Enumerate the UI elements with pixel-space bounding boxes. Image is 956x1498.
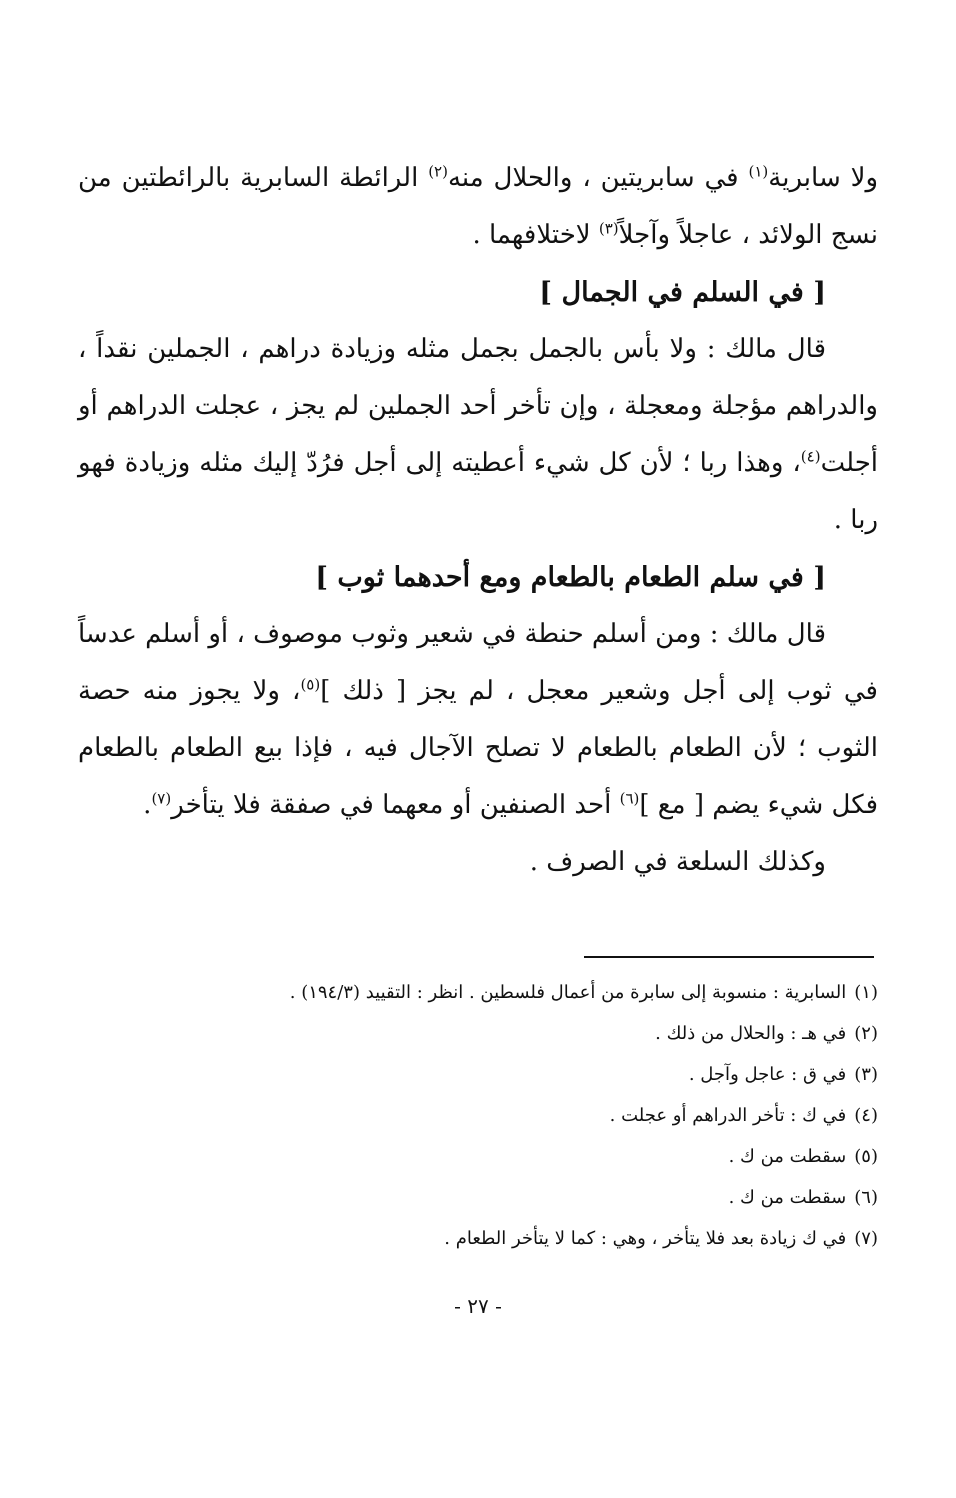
paragraph-4: وكذلك السلعة في الصرف .: [529, 847, 826, 877]
section-heading-camels: [ في السلم في الجمال ]: [539, 277, 826, 308]
footnote-5: (٥)سقطت من ك .: [728, 1146, 878, 1167]
footnote-ref-3[interactable]: (٣): [598, 219, 619, 238]
footnote-ref-7[interactable]: (٧): [151, 789, 172, 808]
footnote-4: (٤)في ك : تأخر الدراهم أو عجلت .: [609, 1105, 878, 1126]
footnote-ref-4[interactable]: (٤): [800, 447, 821, 466]
footnote-ref-2[interactable]: (٢): [428, 162, 448, 181]
footnote-ref-1[interactable]: (١): [748, 162, 769, 181]
section-heading-food: [ في سلم الطعام بالطعام ومع أحدهما ثوب ]: [315, 562, 826, 593]
footnote-ref-5[interactable]: (٥): [300, 675, 321, 694]
footnote-6: (٦)سقطت من ك .: [728, 1187, 878, 1208]
paragraph-1: ولا سابرية$^{(١)}$ في سابريتين ، والحلال منه$^{(٢)}$ الرائطة السابرية بالرائطتين من نسج الولائد ، عاجلاً وآجلاً$^{(٣)}$ لاختلافهما .: [78, 162, 878, 250]
paragraph-3: قال مالك : ومن أسلم حنطة في شعير وثوب موصوف ، أو أسلم عدساً في ثوب إلى أجل وشعير معجل ، لم يجز [ ذلك ]$^{(٥)}$، ولا يجوز منه حصة الثوب ؛ لأن الطعام بالطعام لا تصلح الآجال فيه ، فإذا بيع الطعام بالطعام فكل شيء يضم [ مع ]$^{(٦)}$ أحد الصنفين أو معهما في صفقة فلا يتأخر$^{(٧)}$.: [78, 619, 878, 820]
main-text: [78, 150, 878, 891]
footnote-2: (٢)في هـ : والحلال من ذلك .: [655, 1023, 878, 1044]
footnote-7: (٧)في ك زيادة بعد فلا يتأخر ، وهي : كما لا يتأخر الطعام .: [444, 1228, 878, 1249]
footnotes-list: [78, 972, 878, 1259]
footnote-ref-6[interactable]: (٦): [619, 789, 640, 808]
footnote-divider: [584, 956, 874, 958]
paragraph-2: قال مالك : ولا بأس بالجمل بجمل مثله وزيادة دراهم ، الجملين نقداً ، والدراهم مؤجلة ومعجلة ، وإن تأخر أحد الجملين لم يجز ، عجلت الدراهم أو أجلت$^{(٤)}$، وهذا ربا ؛ لأن كل شيء أعطيته إلى أجل فرُدّ إليك مثله وزيادة فهو ربا .: [78, 334, 878, 535]
footnote-3: (٣)في ق : عاجل وآجل .: [688, 1064, 878, 1085]
page-number: - ٢٧ -: [454, 1294, 502, 1318]
footnote-1: (١)السابرية : منسوبة إلى سابرة من أعمال فلسطين . انظر : التقييد (١٩٤/٣) .: [289, 982, 878, 1003]
